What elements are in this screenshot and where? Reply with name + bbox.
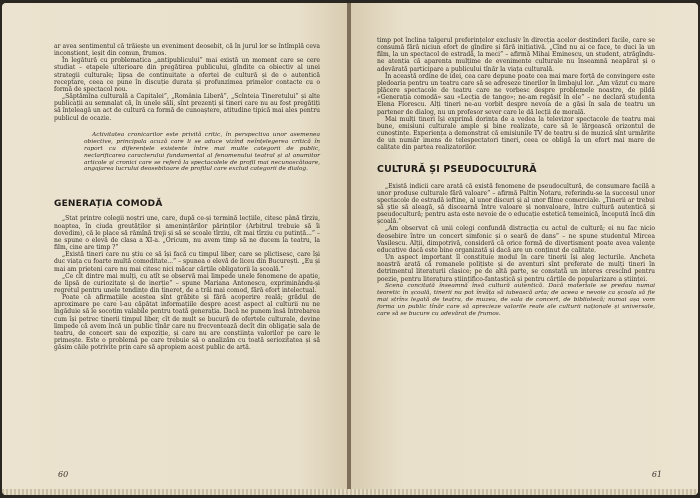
left-page <box>2 3 349 495</box>
paragraph: „Săptămîna culturală a Capitalei”, „România Liberă”, „Scînteia Tineretului” și alte publicații au semnalat că, în unele săli, sînt prezenți și tineri care nu au fost pregătiți să înțeleagă un act de cultură ca formă de cunoaștere, atitudine tipică mai ales pentru publicul de ocazie. <box>54 93 321 122</box>
paragraph: Mai mulți tineri își exprimă dorința de a vedea la televizor spectacole de teatru mai bune, emisiuni culturale ample și bine realizate, care să le lărgească orizontul de cunoștințe. Experiența a demonstrat că emisiunile TV de teatru și de muzică sînt urmărite de un număr imens de telespectatori tineri, ceea ce obligă la un efort mai mare de calitate din partea realizatorilor. <box>377 115 655 152</box>
paragraph: Poate că afirmațiile acestea sînt grăbite și fără acoperire reală; grădul de aproximare pe care l-au căpătat informațiile despre acest aspect al culturii nu ne îngăduie să le socotim valabile pentru toată generația. Dacă ne punem însă întrebarea cum își petrec tinerii timpul liber, cît de mult se bucură de ofertele culturale, devine limpede că avem încă un public tînăr care nu frecventează decît din obligație sala de teatru, de concert sau de expoziție, și care nu are conștiința valorilor pe care le primește. Este o problemă pe care trebuie să o analizăm cu toată seriozitatea și să găsim căile potrivite prin care să apropiem acest public de artă. <box>54 294 320 352</box>
paragraph: timp pot înclina talgerul preferințelor exclusiv în direcția acelor destinderi facile, care se consumă fără niciun efort de gîndire și fără inițiativă. „Cînd nu ai ce face, te duci la un film, la un spectacol de estradă, la meci” – afirmă Mihai Eminescu, un student, atrăgîndu-ne atenția că aparenta mulțime de evenimente culturale nu înseamnă neapărat și o adevărată participare a publicului tînăr la viața culturală. <box>377 37 655 73</box>
right-page <box>351 3 698 495</box>
paragraph: „Stat printre colegii noștri une, care, după ce-și termină lecțiile, citesc până tîrziu, noaptea, în ciuda greutăților și amenințărilor părinților (Arbitrul trebuie să îi dovedim), că le place să rămînă treji și să se scoale tîrziu, cît mai tîrziu cu putință...” – ne spune o elevă de clasa a XI-a. „Oricum, nu avem timp să ne ducem la teatru, la film, cine are timp ?” <box>54 215 320 252</box>
section-title: GENERAȚIA COMODĂ <box>54 199 163 210</box>
paragraph: „Există tineri care nu știu ce să își facă cu timpul liber, care se plictisesc, care își duc viața cu foarte multă comoditate...” – spunea o elevă de liceu din București. „Eu și mai am prieteni care nu mai citesc nici măcar cărțile obligatorii la școală.” <box>54 251 320 273</box>
italic-abstract <box>84 132 320 174</box>
paragraph: În legătură cu problematica „antipublicului” mai există un moment care se cere studiat – etapele ulterioare din pregătirea publicului, gîndite ca obiectiv al unei strategii culturale; lipsa de continuitate a ofertei de cultură și de o autentică receptare, ceea ce pune în discuție durata și profunzimea primelor contacte cu o formă de spectacol nou. <box>54 57 320 93</box>
page-number: 61 <box>651 470 662 479</box>
page-edges <box>2 489 698 495</box>
paragraph: „Am observat că unii colegi confundă distracția cu actul de cultură; ei nu fac nicio deosebire între un concert simfonic și o seară de dans” – ne spune studentul Mircea Vasilescu. Alții, dimpotrivă, consideră că orice formă de divertisment poate avea valențe educative dacă este bine organizată și dacă are un conținut de calitate. <box>377 225 655 254</box>
italic-paragraph: Scena concitată înseamnă însă cultură autentică. Dacă materiale se predau numai teoretic în școală, tinerii nu pot învăța să iubească arta; de aceea e nevoie ca școala să fie mai strîns legată de teatru, de muzeu, de sala de concert, de bibliotecă; numai așa vom forma un public tînăr care să aprecieze valorile reale ale culturii naționale și universale, care să se bucure cu adevărat de frumos. <box>377 282 655 317</box>
section-title: CULTURĂ ȘI PSEUDOCULTURĂ <box>377 163 537 175</box>
italic-paragraph: Activitatea cronicarilor este privită critic, în perspectiva unor asemenea obiective, principala acuză care li se aduce vizînd neînțelegerea critică în raport cu diferențele existente între mai multe categorii de public, neclarificarea caracterului fundamental al fenomenului teatral și al anumitor articole și cronici care se referă la spectacolele de profil mai necunoscătoare, angajarea lucrului deosebitoare de profilul care exclud categorii de dialog. <box>84 131 320 173</box>
paragraph: „Ce cît dintre mai mulți, cu atît se observă mai limpede unele fenomene de apatie, de lipsă de curiozitate și de inerție” – spune Mariana Antonescu, expriminându-și regretul pentru unele tendințe din tineret, de a trăi mai comod, fără efort intelectual. <box>54 272 320 294</box>
right-page-content <box>377 37 655 317</box>
paragraph: „Există indicii care arată că există fenomene de pseudocultură, de consumare facilă a unor produse culturale fără valoare” – afirmă Paltin Notaru, referindu-se la succesul unor spectacole de estradă ieftine, al unor discuri și al unor filme comerciale. „Tinerii ar trebui să știe să aleagă, să discearnă între valoare și nonvaloare, între cultură autentică și pseudocultură; pentru asta este nevoie de o educație estetică temeinică, începută încă din școală.” <box>377 182 655 226</box>
paragraph: În această ordine de idei, cea care depune poate cea mai mare forță de convingere este pledoaria pentru un teatru care să se adreseze tinerilor în limbajul lor. „Am văzut cu mare plăcere spectacole de teatru care ne vorbesc despre problemele noastre, de pildă «Generația comodă» sau «Lecția de tango»; ne-am regăsit în ele” – ne declară studenta Elena Florescu. Alți tineri ne-au vorbit despre nevoia de a găsi în sala de teatru un partener de dialog, nu un profesor sever care le dă lecții de morală. <box>377 72 655 116</box>
paragraph: Un aspect important îl constituie modul în care tinerii își aleg lecturile. Ancheta noastră arată că romanele polițiste și de aventuri sînt preferate de mulți tineri în detrimentul literaturii clasice; pe de altă parte, se constată un interes crescînd pentru poezie, pentru literatura științifico-fantastică și pentru cărțile de popularizare a științei. <box>377 254 655 283</box>
page-number: 60 <box>58 470 69 479</box>
left-page-content <box>54 43 320 351</box>
open-book <box>2 3 698 495</box>
paragraph: ar avea sentimentul că trăiește un eveniment deosebit, că în jurul lor se întîmplă ceva inconștient, ieșit din comun, frumos. <box>54 43 320 58</box>
